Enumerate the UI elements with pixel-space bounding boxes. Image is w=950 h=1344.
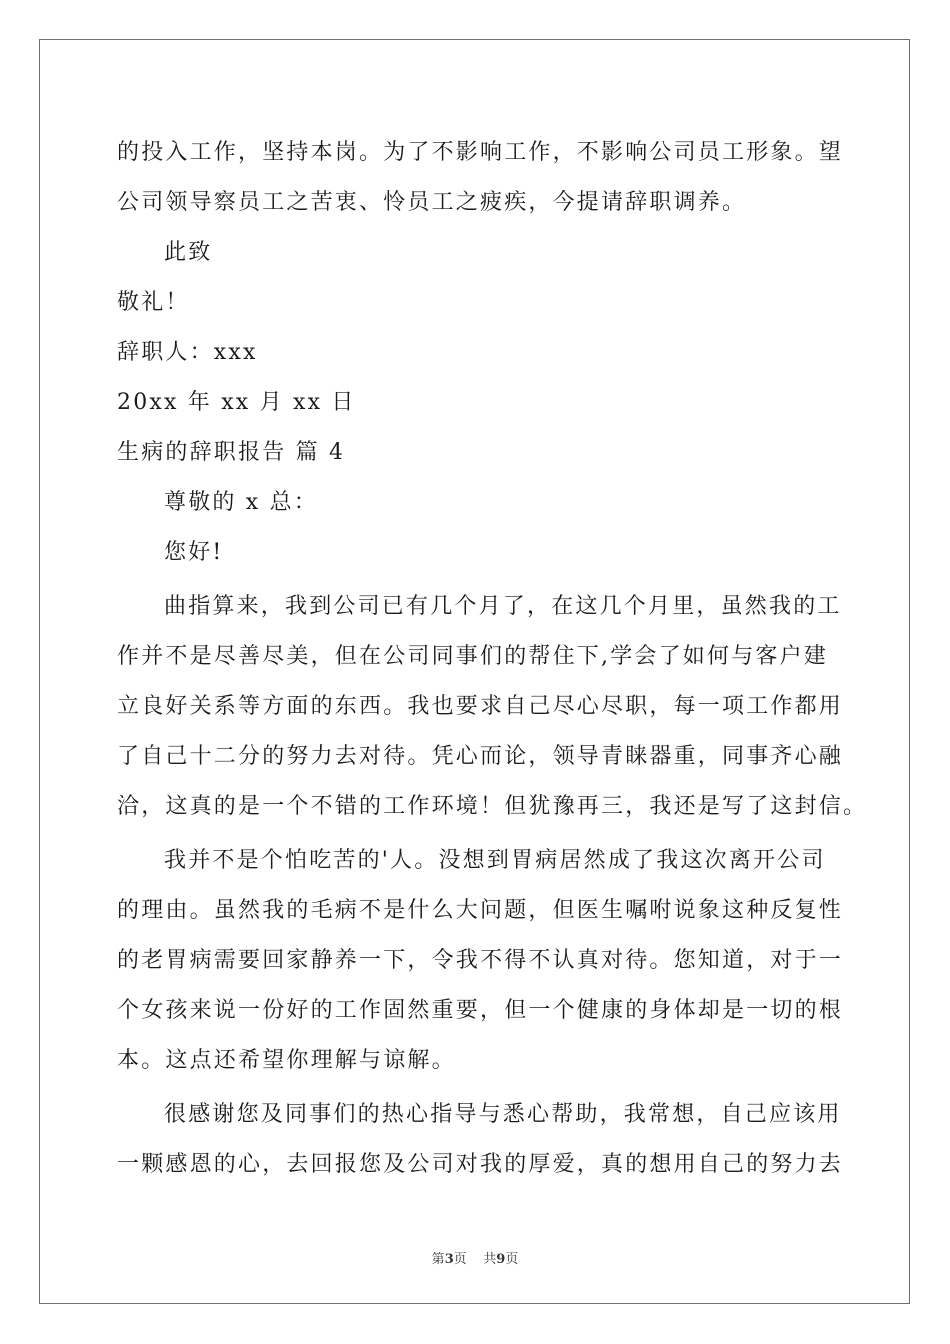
paragraph-line: 作并不是尽善尽美，但在公司同事们的帮住下,学会了如何与客户建 <box>117 644 828 669</box>
signature-name: 辞职人：xxx <box>117 340 258 365</box>
page-prefix: 第 <box>431 1252 445 1267</box>
paragraph-line: 很感谢您及同事们的热心指导与悉心帮助，我常想，自己应该用 <box>164 1102 842 1127</box>
paragraph-line: 的老胃病需要回家静养一下，令我不得不认真对待。您知道，对于一 <box>117 948 844 973</box>
text-line: 公司领导察员工之苦衷、怜员工之疲疾，今提请辞职调养。 <box>117 190 747 215</box>
paragraph-line: 曲指算来，我到公司已有几个月了，在这几个月里，虽然我的工 <box>164 594 842 619</box>
closing-regards: 敬礼！ <box>117 290 190 315</box>
paragraph-line: 了自己十二分的努力去对待。凭心而论，领导青睐器重，同事齐心融 <box>117 744 844 769</box>
page-mid: 页 共 <box>453 1252 497 1267</box>
signature-date: 20xx 年 xx 月 xx 日 <box>117 390 356 415</box>
letter-greeting: 尊敬的 x 总： <box>164 490 318 515</box>
letter-hello: 您好! <box>164 540 224 565</box>
paragraph-line: 我并不是个怕吃苦的'人。没想到胃病居然成了我这次离开公司 <box>164 848 826 873</box>
text-line: 的投入工作，坚持本岗。为了不影响工作，不影响公司员工形象。望 <box>117 140 844 165</box>
page-current-number: 3 <box>444 1252 454 1267</box>
page-suffix: 页 <box>505 1252 519 1267</box>
page-total-number: 9 <box>496 1252 506 1267</box>
paragraph-line: 个女孩来说一份好的工作固然重要，但一个健康的身体却是一切的根 <box>117 998 844 1023</box>
paragraph-line: 本。这点还希望你理解与谅解。 <box>117 1048 456 1073</box>
paragraph-line: 的理由。虽然我的毛病不是什么大问题，但医生嘱咐说象这种反复性 <box>117 898 844 923</box>
section-title: 生病的辞职报告 篇 4 <box>117 440 346 465</box>
paragraph-line: 立良好关系等方面的东西。我也要求自己尽心尽职，每一项工作都用 <box>117 694 844 719</box>
page-footer <box>0 1248 950 1267</box>
document-body <box>117 128 868 1190</box>
closing-salutation: 此致 <box>164 240 213 265</box>
paragraph-line: 洽，这真的是一个不错的工作环境！但犹豫再三，我还是写了这封信。 <box>117 794 868 819</box>
paragraph-line: 一颗感恩的心，去回报您及公司对我的厚爱，真的想用自己的努力去 <box>117 1152 844 1177</box>
